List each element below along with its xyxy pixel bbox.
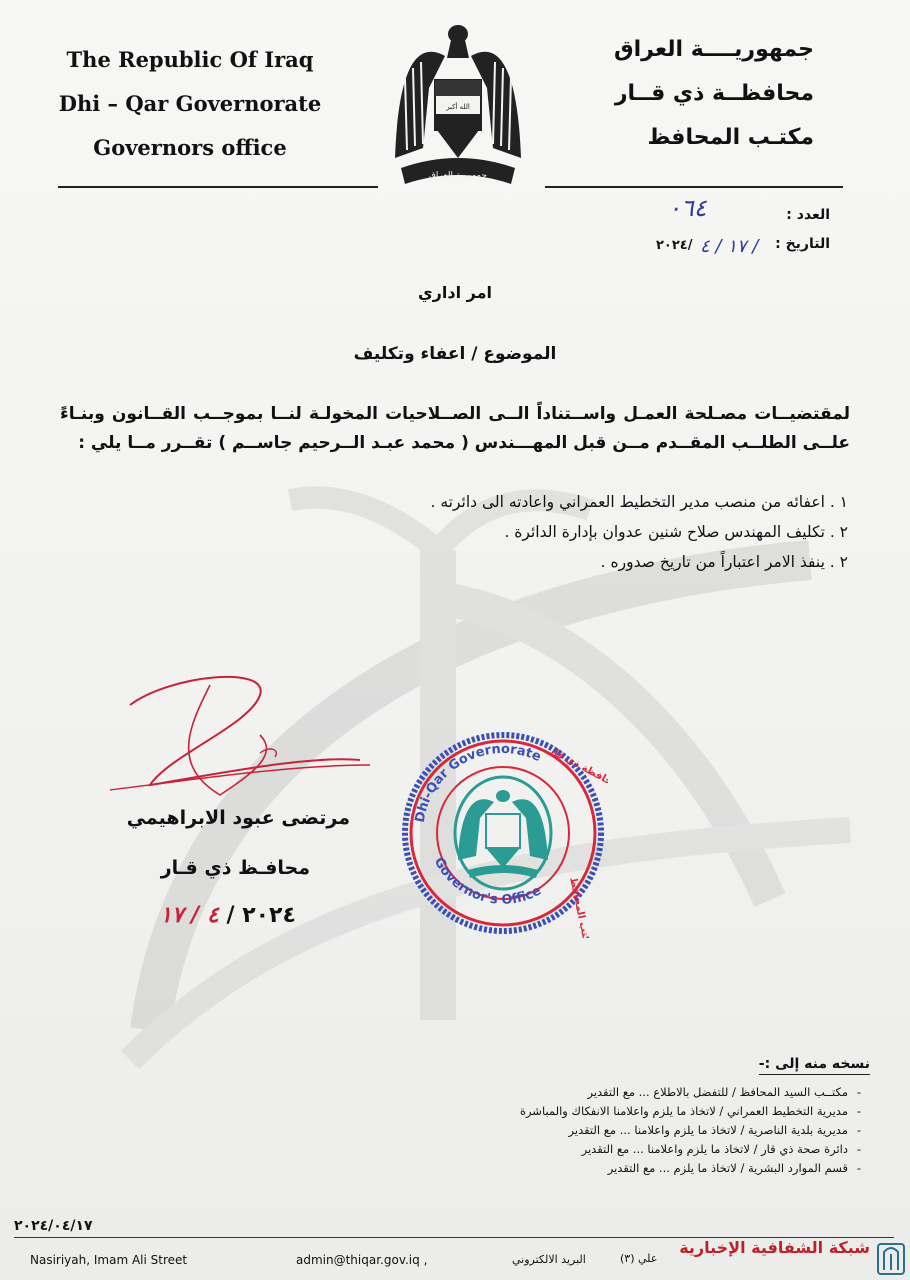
copies-heading: نسخه منه إلى :- (759, 1056, 870, 1075)
header-ar-line-1: جمهوريــــة العراق (613, 37, 814, 62)
eagle-emblem-icon (393, 18, 523, 188)
signatory-title: محافـظ ذي قـار (160, 857, 310, 879)
header-en-line-3: Governors office (93, 135, 287, 160)
stamp-text-en: Dhi-Qar Governorate (412, 741, 544, 824)
stamp-text-ar-bottom: مكتب المحافظ (567, 876, 593, 938)
list-item: - مديرية بلدية الناصرية / لاتخاذ ما يلزم واعلامنا ... مع التقدير (350, 1121, 870, 1140)
governor-stamp-icon (398, 728, 608, 938)
order-item-3: ٢ . ينفذ الامر اعتباراً من تاريخ صدوره . (600, 553, 848, 571)
signatory-name: مرتضى عبود الابراهيمي (126, 807, 350, 829)
list-item: - مكتــب السيد المحافظ / للتفضل بالاطلاع ... مع التقدير (350, 1083, 870, 1102)
header-arabic (554, 28, 814, 160)
stamp-text-ar: محافظة ذي قار (546, 744, 608, 791)
list-item: - مديرية التخطيط العمراني / لاتخاذ ما يلزم واعلامنا الانفكاك والمباشرة (350, 1102, 870, 1121)
date-sep: : (775, 236, 781, 252)
emblem-text: جمهورية العراق (428, 171, 488, 181)
emblem-flag-text: الله أكبر (446, 103, 470, 111)
stamp-text-en-bottom: Governor's Office (430, 855, 544, 908)
signatory-date (160, 903, 296, 928)
footer-date: ٢٠٢٤/٠٤/١٧ (14, 1218, 93, 1234)
subject-line: الموضوع / اعفاء وتكليف (353, 344, 557, 364)
handwritten-signature (110, 665, 380, 815)
header-rule-right (545, 186, 843, 188)
header-ar-line-2: محافظــة ذي قــار (614, 81, 814, 106)
list-item: - قسم الموارد البشرية / لاتخاذ ما يلزم ... مع التقدير (350, 1159, 870, 1178)
order-item-2: ٢ . تكليف المهندس صلاح شنين عدوان بإدارة الدائرة . (504, 523, 848, 541)
reference-date (758, 236, 830, 252)
order-title: امر اداري (418, 283, 492, 302)
number-label: العدد (796, 207, 830, 223)
handwritten-number: ٠٦٤ (668, 194, 707, 222)
list-item: - دائرة صحة ذي قار / لاتخاذ ما يلزم واعلامنا ... مع التقدير (350, 1140, 870, 1159)
footer-address: Nasiriyah, Imam Ali Street (30, 1253, 188, 1267)
order-body: لمقتضيــات مصـلحة العمـل واســتناداً الــى الصــلاحيات المخولـة لنــا بموجــب القــانون وبنـاءً علــى الطلــب المقــدم مــن قبل المهـــندس ( محمد عبـد الــرحيم جاســم ) تقــرر مــا يلي : (60, 404, 850, 453)
news-network-logo-icon: شبكة الشفافية الإخبارية (679, 1238, 870, 1257)
handwritten-date: ١٧ / ٤ / (700, 236, 759, 257)
signatory-date-printed: ٢٠٢٤ / (226, 903, 296, 928)
footer-email-label: البريد الالكتروني (512, 1253, 586, 1266)
network-emblem-icon (876, 1242, 906, 1276)
signatory-date-handwritten: ٤ / ١٧ (160, 903, 219, 928)
printed-year: ٢٠٢٤/ (656, 238, 693, 253)
date-label: التاريخ (785, 236, 830, 252)
header-ar-line-3: مكتـب المحافظ (647, 125, 814, 150)
copies-list (350, 1083, 870, 1178)
order-items (288, 487, 848, 577)
footer-email: admin@thiqar.gov.iq , (296, 1253, 428, 1267)
footer-floor: علي (٣) (620, 1252, 658, 1265)
header-rule-left (58, 186, 378, 188)
reference-number (758, 207, 830, 223)
number-sep: : (786, 207, 792, 223)
header-en-line-1: The Republic Of Iraq (66, 47, 314, 72)
header-english (40, 38, 340, 170)
header-en-line-2: Dhi – Qar Governorate (58, 91, 322, 116)
order-item-1: ١ . اعفائه من منصب مدير التخطيط العمراني واعادته الى دائرته . (430, 493, 848, 511)
copies-to (350, 1056, 870, 1178)
